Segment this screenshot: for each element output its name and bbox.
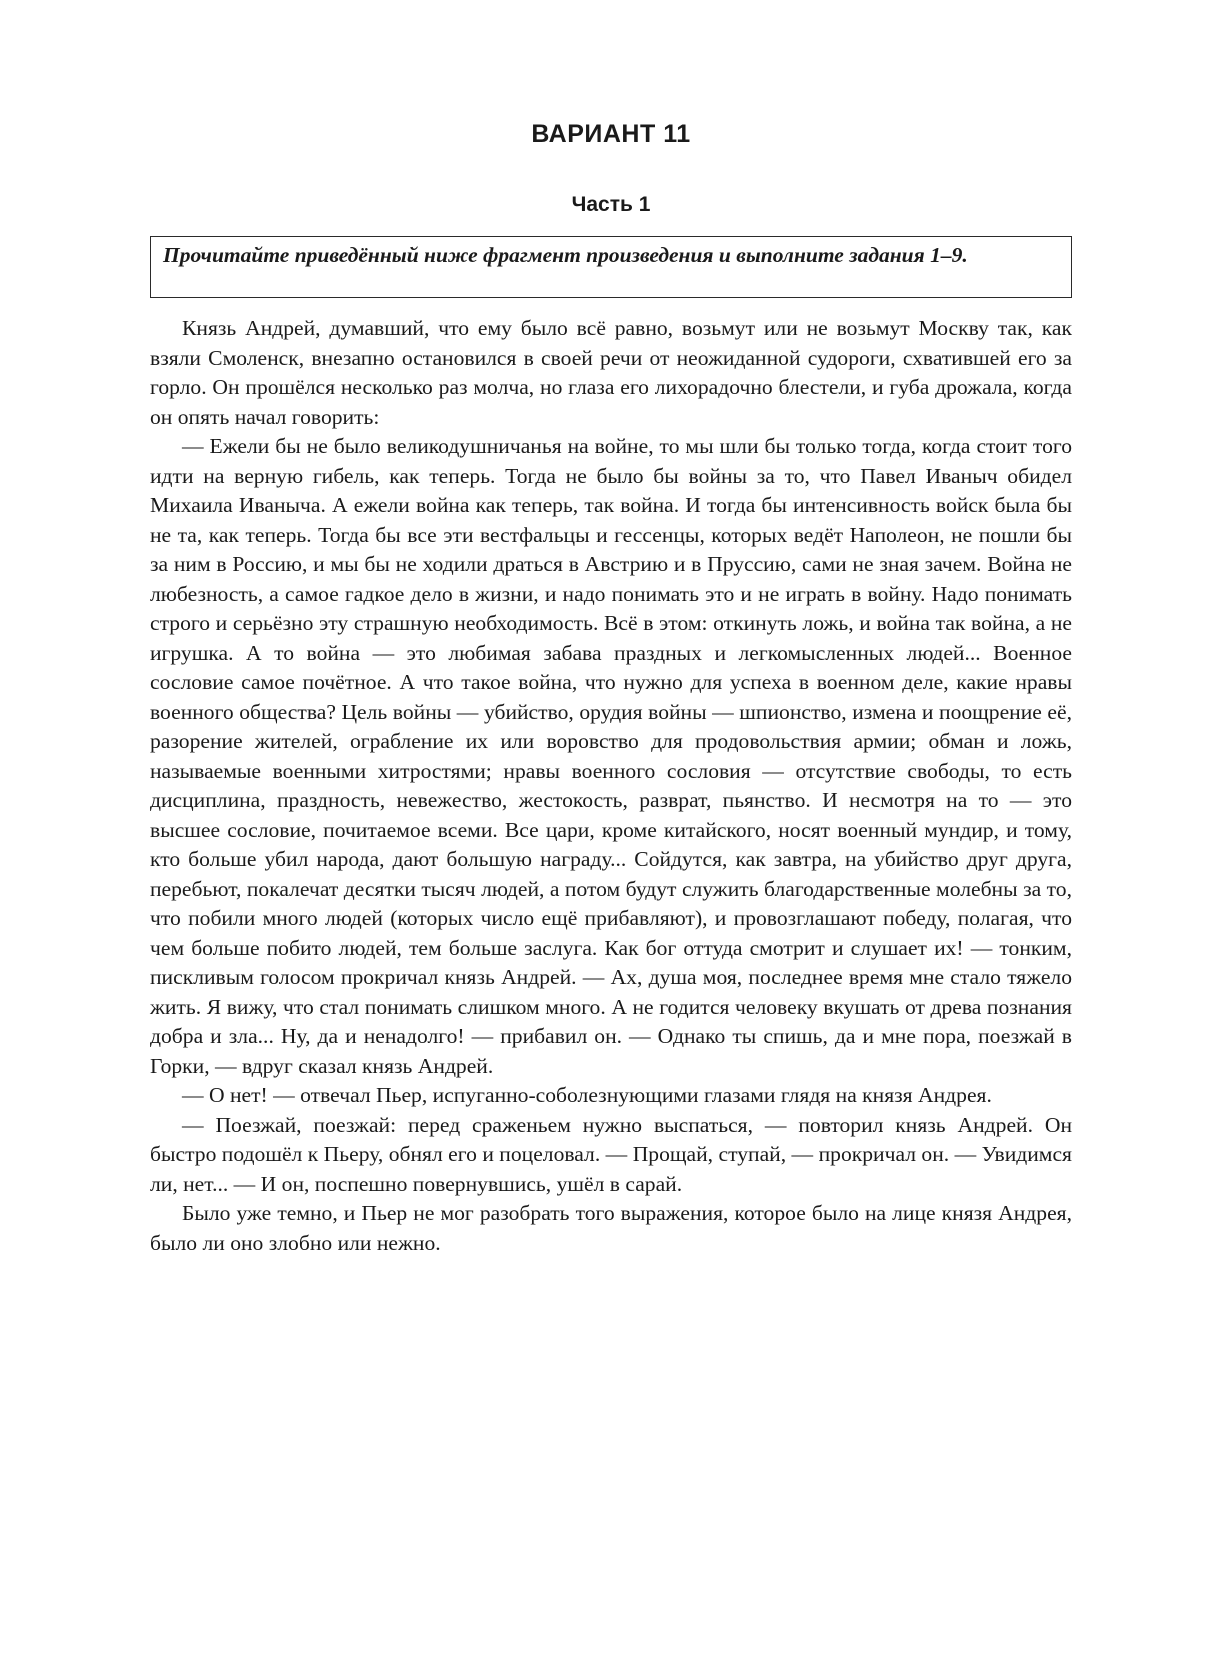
instruction-box [150, 236, 1072, 298]
text-fragment [150, 314, 1072, 1258]
page [150, 0, 1072, 1654]
paragraph: Было уже темно, и Пьер не мог разобрать того выражения, которое было на лице князя Андрея, было ли оно злобно или нежно. [150, 1201, 1072, 1255]
variant-title: ВАРИАНТ 11 [531, 120, 691, 148]
instruction-text: Прочитайте приведённый ниже фрагмент произведения и выполните задания 1–9. [163, 243, 968, 267]
paragraph: — Поезжай, поезжай: перед сраженьем нужно выспаться, — повторил князь Андрей. Он быстро подошёл к Пьеру, обнял его и поцеловал. — Прощай, ступай, — прокричал он. — Увидимся ли, нет... — И он, поспешно повернувшись, ушёл в сарай. [150, 1112, 1072, 1196]
part-title: Часть 1 [571, 193, 651, 216]
paragraph: — О нет! — отвечал Пьер, испуганно-соболезнующими глазами глядя на князя Андрея. [182, 1083, 992, 1107]
paragraph: — Ежели бы не было великодушничанья на войне, то мы шли бы только тогда, когда стоит того идти на верную гибель, как теперь. Тогда не было бы войны за то, что Павел Иваныч обидел Михаила Иваныча. А ежели война как теперь, так война. И тогда бы интенсивность войск была бы не та, как теперь. Тогда бы все эти вестфальцы и гессенцы, которых ведёт Наполеон, не пошли бы за ним в Россию, и мы бы не ходили драться в Австрию и в Пруссию, сами не зная зачем. Война не любезность, а самое гадкое дело в жизни, и надо понимать это и не играть в войну. Надо понимать строго и серьёзно эту страшную необходимость. Всё в этом: откинуть ложь, и война так война, а не игрушка. А то война — это любимая забава праздных и легкомысленных людей... Военное сословие самое почётное. А что такое война, что нужно для успеха в военном деле, какие нравы военного общества? Цель войны — убийство, орудия войны — шпионство, измена и поощрение её, разорение жителей, ограбление их или воровство для продовольствия армии; обман и ложь, называемые военными хитростями; нравы военного сословия — отсутствие свободы, то есть дисциплина, праздность, невежество, жестокость, разврат, пьянство. И несмотря на то — это высшее сословие, почитаемое всеми. Все цари, кроме китайского, носят военный мундир, и тому, кто больше убил народа, дают большую награду... Сойдутся, как завтра, на убийство друг друга, перебьют, покалечат десятки тысяч людей, а потом будут служить благодарственные молебны за то, что побили много людей (которых число ещё прибавляют), и провозглашают победу, полагая, что чем больше побито людей, тем больше заслуга. Как бог оттуда смотрит и слушает их! — тонким, пискливым голосом прокричал князь Андрей. — Ах, душа моя, последнее время мне стало тяжело жить. Я вижу, что стал понимать слишком много. А не годится человеку вкушать от древа познания добра и зла... Ну, да и ненадолго! — прибавил он. — Однако ты спишь, да и мне пора, поезжай в Горки, — вдруг сказал князь Андрей. [150, 434, 1072, 1078]
paragraph: Князь Андрей, думавший, что ему было всё равно, возьмут или не возьмут Москву так, как взяли Смоленск, внезапно остановился в своей речи от неожиданной судороги, схватившей его за горло. Он прошёлся несколько раз молча, но глаза его лихорадочно блестели, и губа дрожала, когда он опять начал говорить: [150, 316, 1072, 429]
